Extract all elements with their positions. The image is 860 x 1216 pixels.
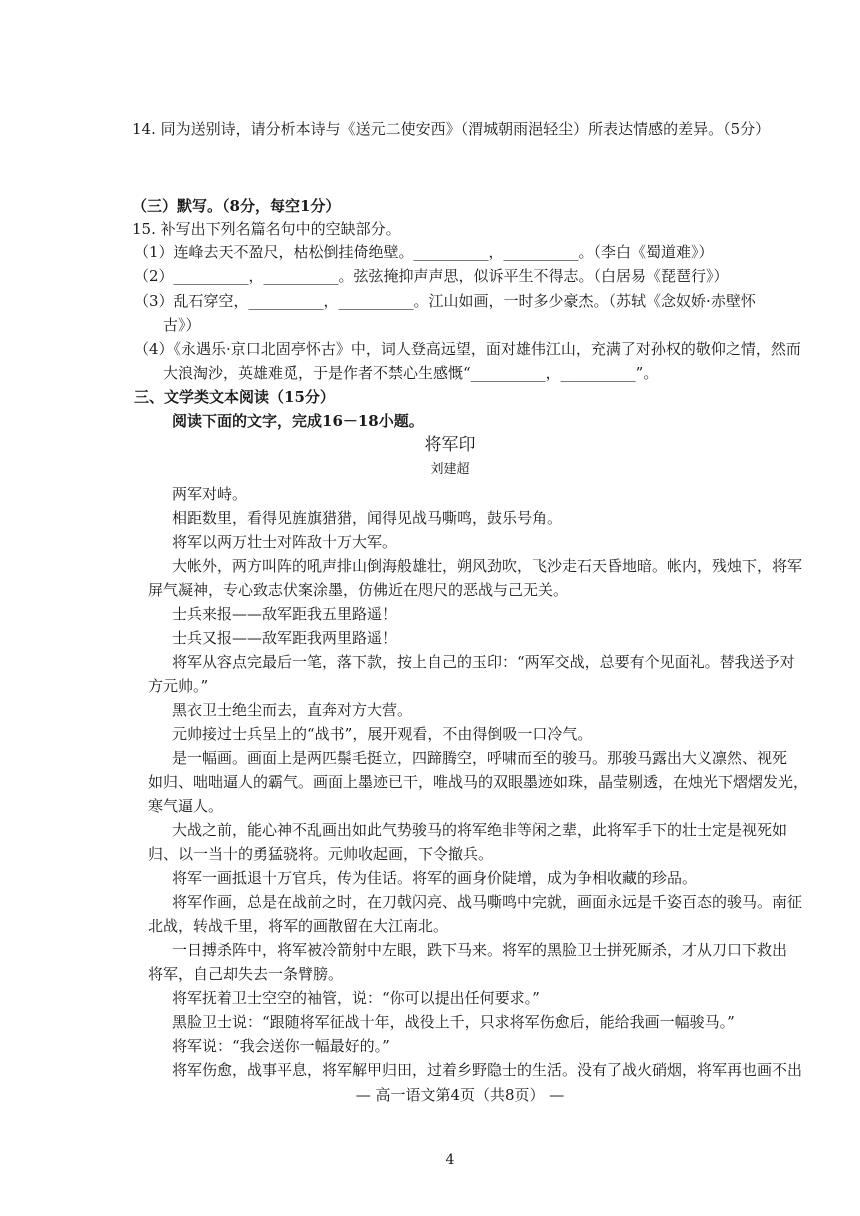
- story-line: 将军说：“我会送你一幅最好的。”: [172, 1037, 390, 1055]
- story-line: 如归、咄咄逼人的霸气。画面上墨迹已干，唯战马的双眼墨迹如珠，晶莹剔透，在烛光下熠熠发光，: [148, 773, 809, 791]
- q15-item-3-cont: 古》）: [163, 316, 201, 334]
- story-line: 相距数里，看得见旌旗猎猎，闻得见战马嘶鸣，鼓乐号角。: [172, 509, 563, 527]
- story-line: 黑衣卫士绝尘而去，直奔对方大营。: [172, 701, 413, 719]
- story-line: 将军一画抵退十万官兵，传为佳话。将军的画身价陡增，成为争相收藏的珍品。: [172, 869, 698, 887]
- story-line: 一日搏杀阵中，将军被冷箭射中左眼，跌下马来。将军的黑脸卫士拼死厮杀，才从刀口下救出: [172, 941, 788, 959]
- page-number: 4: [445, 1152, 455, 1168]
- story-author: 刘建超: [430, 462, 470, 477]
- story-line: 将军抚着卫士空空的袖管，说：“你可以提出任何要求。”: [172, 989, 540, 1007]
- story-line: 大帐外，两方叫阵的吼声排山倒海般雄壮，朔风劲吹，飞沙走石天昏地暗。帐内，残烛下，将军: [172, 557, 803, 575]
- q15-item-2: （2）__________，__________。弦弦掩抑声声思，似诉平生不得志。（白居易《琵琶行》）: [134, 267, 729, 285]
- story-line: 寒气逼人。: [148, 797, 224, 815]
- story-line: 屏气凝神，专心致志伏案涂墨，仿佛近在咫尺的恶战与己无关。: [148, 581, 569, 599]
- story-line: 将军，自己却失去一条臂膀。: [148, 965, 344, 983]
- question-14: 14. 同为送别诗，请分析本诗与《送元二使安西》（渭城朝雨浥轻尘）所表达情感的差异。（5分）: [132, 120, 771, 138]
- story-line: 将军以两万壮士对阵敌十万大军。: [172, 533, 398, 551]
- story-line: 元帅接过士兵呈上的“战书”，展开观看，不由得倒吸一口冷气。: [172, 725, 593, 743]
- story-line: 将军从容点完最后一笔，落下款，按上自己的玉印：“两军交战，总要有个见面礼。替我送予对: [172, 653, 795, 671]
- story-line: 将军作画，总是在战前之时，在刀戟闪亮、战马嘶鸣中完就，画面永远是千姿百态的骏马。南征: [172, 893, 803, 911]
- part-3-heading: 三、文学类文本阅读（15分）: [134, 388, 335, 406]
- question-15-intro: 15. 补写出下列名篇名句中的空缺部分。: [132, 220, 401, 238]
- story-line: 归、以一当十的勇猛骁将。元帅收起画，下令撤兵。: [148, 845, 494, 863]
- section-3-heading: （三）默写。（8分，每空1分）: [132, 197, 341, 215]
- story-line: 士兵来报——敌军距我五里路遥！: [172, 605, 398, 623]
- q15-item-4-cont: 大浪淘沙，英雄难觅，于是作者不禁心生感慨“__________，__________”。: [163, 364, 659, 382]
- page-footer: — 高一语文第4页（共8页） —: [355, 1086, 565, 1104]
- q15-item-3: （3）乱石穿空，__________，__________。江山如画，一时多少豪杰。（苏轼《念奴娇·赤壁怀: [134, 292, 756, 310]
- q15-item-4: （4）《永遇乐·京口北固亭怀古》中，词人登高远望，面对雄伟江山，充满了对孙权的敬仰之情，然而: [134, 340, 801, 358]
- story-line: 大战之前，能心神不乱画出如此气势骏马的将军绝非等闲之辈，此将军手下的壮士定是视死如: [172, 821, 788, 839]
- story-line: 黑脸卫士说：“跟随将军征战十年，战役上千，只求将军伤愈后，能给我画一幅骏马。”: [172, 1013, 735, 1031]
- story-line: 将军伤愈，战事平息，将军解甲归田，过着乡野隐士的生活。没有了战火硝烟，将军再也画不出: [172, 1061, 803, 1079]
- story-line: 北战，转战千里，将军的画散留在大江南北。: [148, 917, 449, 935]
- reading-instruction: 阅读下面的文字，完成16－18小题。: [172, 412, 424, 430]
- story-line: 方元帅。”: [148, 677, 209, 695]
- story-line: 两军对峙。: [172, 485, 248, 503]
- story-line: 是一幅画。画面上是两匹鬃毛挺立，四蹄腾空，呼啸而至的骏马。那骏马露出大义凛然、视死: [172, 749, 788, 767]
- story-title: 将军印: [424, 435, 476, 455]
- q15-item-1: （1）连峰去天不盈尺，枯松倒挂倚绝壁。__________，__________。（李白《蜀道难》）: [134, 243, 714, 261]
- story-line: 士兵又报——敌军距我两里路遥！: [172, 629, 398, 647]
